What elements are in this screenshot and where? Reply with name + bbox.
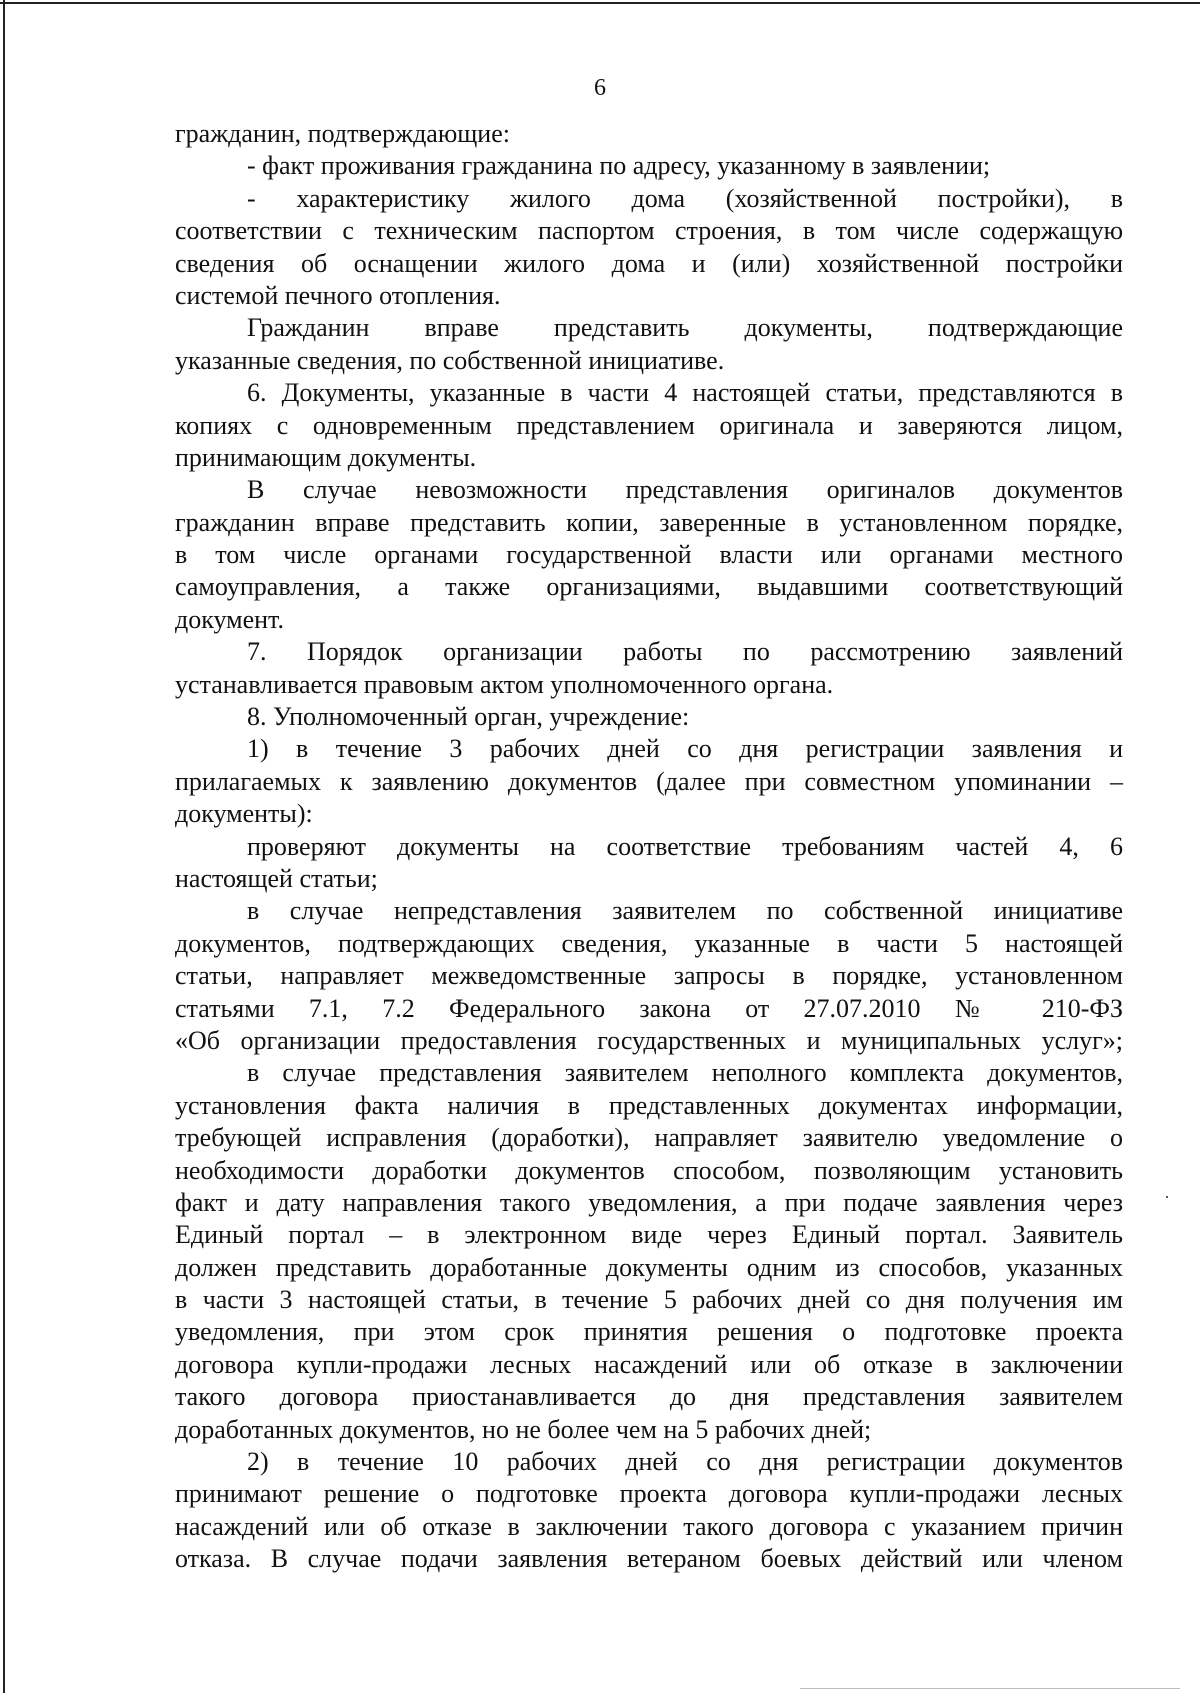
text-line: гражданин вправе представить копии, заверенные в установленном порядке, — [175, 507, 1123, 537]
text-line: документы): — [175, 799, 313, 829]
text-line: самоуправления, а также организациями, выдавшими соответствующий — [175, 572, 1123, 602]
text-line: устанавливается правовым актом уполномоченного органа. — [175, 669, 834, 699]
text-line: В случае невозможности представления оригиналов документов — [247, 475, 1123, 505]
text-line: статьи, направляет межведомственные запросы в порядке, установленном — [175, 961, 1123, 991]
scan-speck — [800, 1688, 1180, 1689]
text-line: отказа. В случае подачи заявления ветераном боевых действий или членом — [175, 1544, 1123, 1574]
scan-border-left — [3, 0, 5, 1693]
text-line: Единый портал – в электронном виде через Единый портал. Заявитель — [175, 1220, 1123, 1250]
text-line: должен представить доработанные документы одним из способов, указанных — [175, 1252, 1123, 1282]
text-line: установления факта наличия в представленных документах информации, — [175, 1090, 1123, 1120]
text-line: необходимости доработки документов способом, позволяющим установить — [175, 1155, 1123, 1185]
text-line: требующей исправления (доработки), направляет заявителю уведомление о — [175, 1123, 1123, 1153]
text-line: указанные сведения, по собственной инициативе. — [175, 345, 725, 375]
text-line: 8. Уполномоченный орган, учреждение: — [247, 702, 690, 732]
text-line: документ. — [175, 604, 284, 634]
text-line: 1) в течение 3 рабочих дней со дня регистрации заявления и — [247, 734, 1123, 764]
text-line: гражданин, подтверждающие: — [175, 119, 510, 148]
scan-border-top — [0, 2, 1200, 4]
text-line: принимают решение о подготовке проекта договора купли-продажи лесных — [175, 1479, 1123, 1509]
text-line: в части 3 настоящей статьи, в течение 5 рабочих дней со дня получения им — [175, 1285, 1123, 1315]
text-line: такого договора приостанавливается до дня представления заявителем — [175, 1382, 1123, 1412]
text-line: в случае непредставления заявителем по собственной инициативе — [247, 896, 1123, 926]
text-line: 2) в течение 10 рабочих дней со дня регистрации документов — [247, 1447, 1123, 1477]
text-line: документов, подтверждающих сведения, указанные в части 5 настоящей — [175, 928, 1123, 958]
scan-speck — [1166, 1196, 1168, 1198]
text-line: сведения об оснащении жилого дома и (или) хозяйственной постройки — [175, 248, 1123, 278]
text-line: договора купли-продажи лесных насаждений или об отказе в заключении — [175, 1349, 1123, 1379]
text-line: Гражданин вправе представить документы, подтверждающие — [247, 313, 1123, 343]
text-line: прилагаемых к заявлению документов (далее при совместном упоминании – — [175, 766, 1123, 796]
text-line: факт и дату направления такого уведомления, а при подаче заявления через — [175, 1187, 1123, 1217]
text-line: «Об организации предоставления государственных и муниципальных услуг»; — [175, 1025, 1123, 1055]
text-line: доработанных документов, но не более чем на 5 рабочих дней; — [175, 1414, 872, 1444]
page-number: 6 — [594, 75, 606, 101]
text-line: системой печного отопления. — [175, 280, 501, 310]
text-line: в том числе органами государственной власти или органами местного — [175, 540, 1123, 570]
text-line: соответствии с техническим паспортом строения, в том числе содержащую — [175, 216, 1123, 246]
text-line: настоящей статьи; — [175, 863, 378, 893]
text-line: 6. Документы, указанные в части 4 настоящей статьи, представляются в — [247, 378, 1123, 408]
text-line: копиях с одновременным представлением оригинала и заверяются лицом, — [175, 410, 1123, 440]
text-line: в случае представления заявителем неполного комплекта документов, — [247, 1058, 1123, 1088]
text-line: насаждений или об отказе в заключении такого договора с указанием причин — [175, 1511, 1123, 1541]
text-line: уведомления, при этом срок принятия решения о подготовке проекта — [175, 1317, 1123, 1347]
text-line: статьями 7.1, 7.2 Федерального закона от 27.07.2010 № 210-ФЗ — [175, 993, 1123, 1023]
text-line: - факт проживания гражданина по адресу, указанному в заявлении; — [247, 151, 991, 181]
text-line: 7. Порядок организации работы по рассмотрению заявлений — [247, 637, 1123, 667]
text-line: проверяют документы на соответствие требованиям частей 4, 6 — [247, 831, 1123, 861]
text-line: - характеристику жилого дома (хозяйственной постройки), в — [247, 183, 1123, 213]
document-body — [175, 118, 1123, 1576]
text-line: принимающим документы. — [175, 442, 477, 472]
